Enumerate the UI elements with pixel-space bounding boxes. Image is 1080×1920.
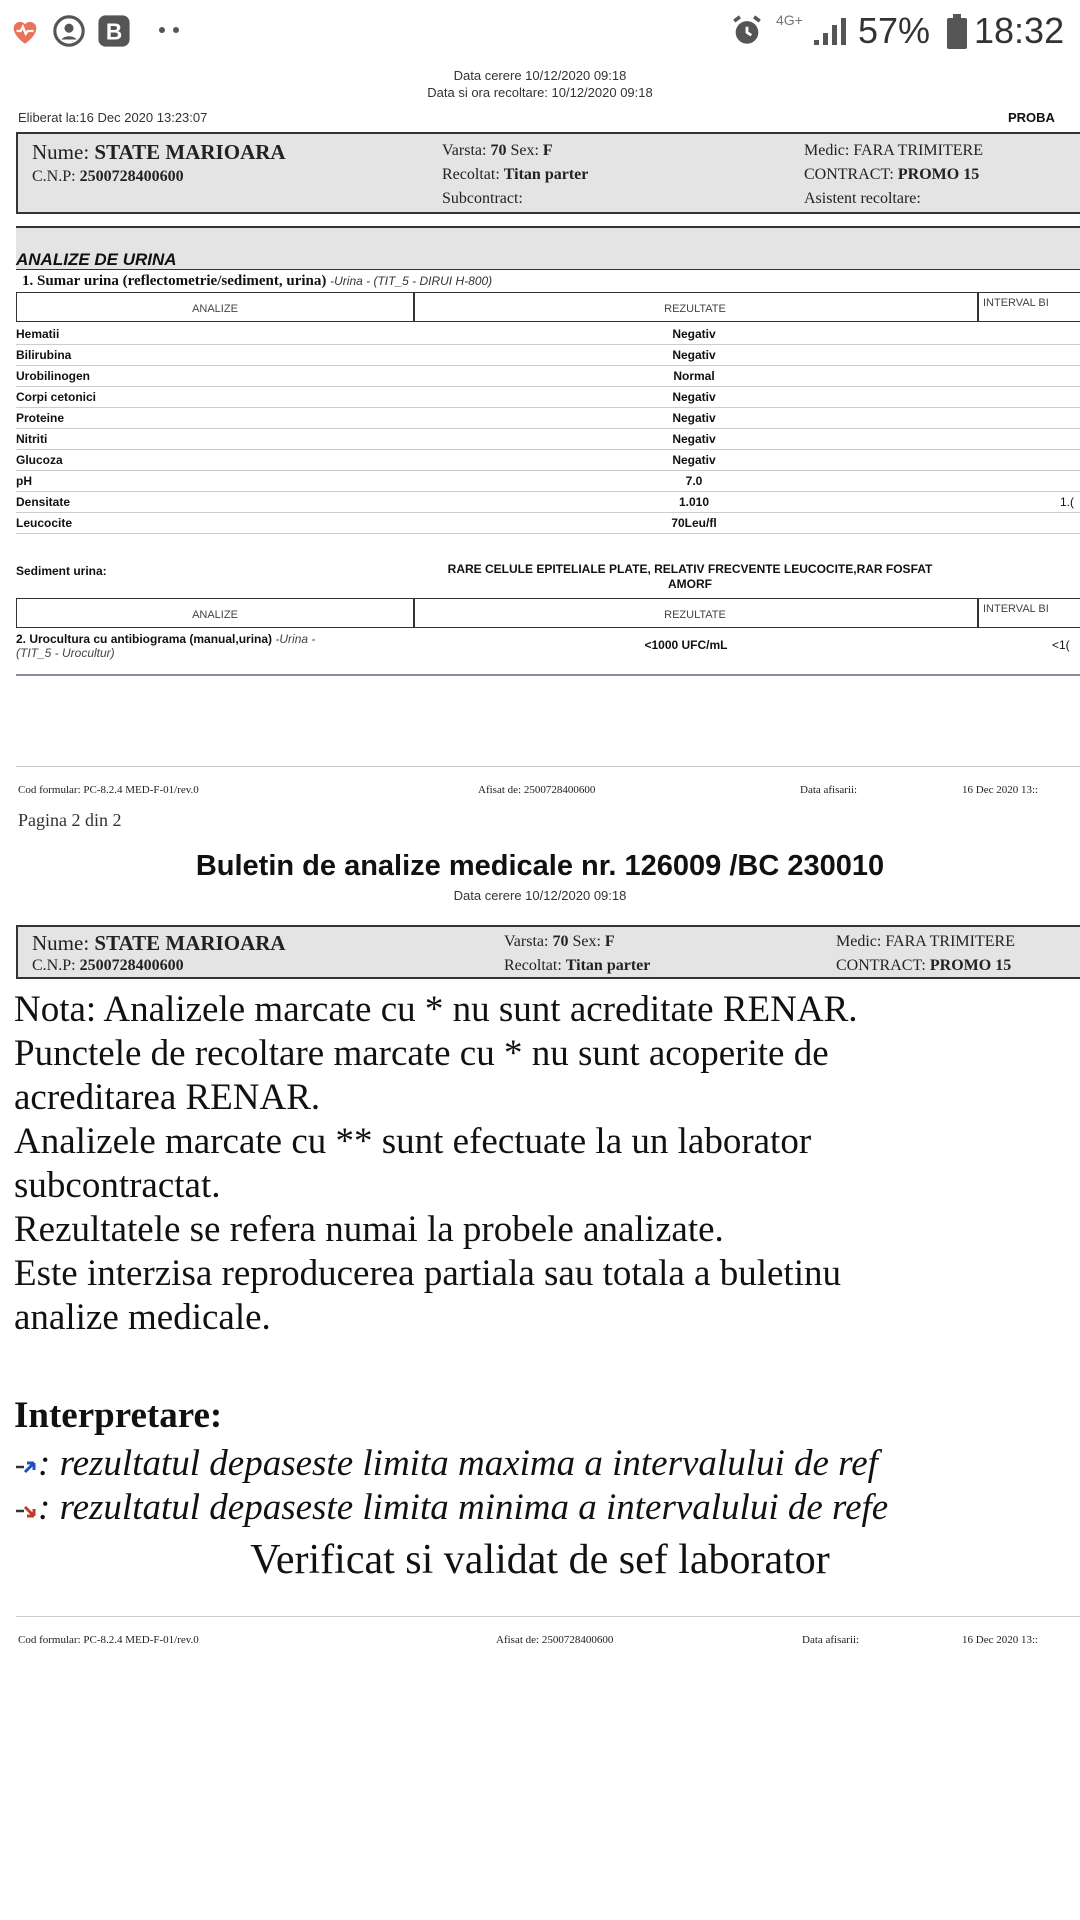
svg-text:B: B (105, 18, 123, 45)
test-2-title: 2. Urocultura cu antibiograma (manual,urina) -Urina - (TIT_5 - Urocultur) (16, 632, 316, 660)
battery-icon (946, 14, 968, 50)
analysis-interval: 1.( (1060, 495, 1075, 509)
signal-icon (812, 16, 850, 46)
patient-age-sex-2: Varsta: 70 Sex: F (504, 933, 615, 950)
sediment-label: Sediment urina: (16, 564, 107, 578)
verified-note: Verificat si validat de sef laborator (250, 1537, 830, 1583)
status-bar (0, 0, 1080, 64)
analysis-result: Negativ (672, 390, 716, 404)
test-2-interval: <1( (1052, 638, 1070, 652)
note-line: acreditarea RENAR. (14, 1077, 321, 1118)
footer-cod-formular-2: Cod formular: PC-8.2.4 MED-F-01/rev.0 (18, 1634, 199, 1646)
page-number: Pagina 2 din 2 (18, 810, 122, 830)
patient-asistent: Asistent recoltare: (804, 190, 921, 207)
note-line: Punctele de recoltare marcate cu * nu sunt acoperite de (14, 1033, 829, 1074)
analysis-result: Negativ (672, 327, 716, 341)
eliberat-la: Eliberat la:16 Dec 2020 13:23:07 (18, 110, 208, 125)
analysis-name: Proteine (16, 411, 65, 425)
table-row (16, 366, 1080, 387)
table-row (16, 471, 1080, 492)
patient-contract: CONTRACT: PROMO 15 (804, 166, 980, 183)
analysis-result: 1.010 (678, 495, 710, 509)
analysis-result: Negativ (672, 411, 716, 425)
analysis-name: Corpi cetonici (16, 390, 97, 404)
table-row (16, 513, 1080, 534)
arrow-up-icon (14, 1453, 38, 1477)
patient-cnp-2: C.N.P: 2500728400600 (32, 957, 184, 974)
table-row (16, 408, 1080, 429)
divider (977, 599, 979, 627)
table-header (16, 292, 1080, 322)
footer-data-afisarii-2: Data afisarii: (802, 1634, 860, 1646)
note-line: subcontractat. (14, 1165, 221, 1206)
row-separator (16, 533, 1080, 534)
analysis-name: Nitriti (16, 432, 48, 446)
header-interval-2: INTERVAL BI (983, 603, 1049, 615)
analysis-result: Normal (673, 369, 715, 383)
table-row (16, 345, 1080, 366)
report-title: Buletin de analize medicale nr. 126009 /BC 230010 (195, 850, 885, 882)
table-row (16, 387, 1080, 408)
note-line: Analizele marcate cu ** sunt efectuate la un laborator (14, 1121, 812, 1162)
data-recoltare: Data si ora recoltare: 10/12/2020 09:18 (427, 85, 653, 100)
heart-icon (8, 14, 42, 48)
table-row (16, 450, 1080, 471)
divider (16, 1616, 1080, 1617)
analysis-name: Densitate (16, 495, 71, 509)
note-line: Nota: Analizele marcate cu * nu sunt acreditate RENAR. (14, 989, 858, 1030)
analysis-name: pH (16, 474, 32, 488)
patient-medic-2: Medic: FARA TRIMITERE (836, 933, 1015, 950)
patient-age-sex: Varsta: 70 Sex: F (442, 142, 553, 159)
analysis-name: Leucocite (16, 516, 73, 530)
divider (977, 293, 979, 321)
table-row (16, 492, 1080, 513)
header-analize: ANALIZE (192, 303, 238, 315)
alarm-icon (730, 14, 764, 48)
footer-afisat: Afisat de: 2500728400600 (478, 784, 596, 796)
data-cerere: Data cerere 10/12/2020 09:18 (453, 68, 627, 83)
battery-percent: 57% (858, 10, 931, 51)
footer-cod-formular: Cod formular: PC-8.2.4 MED-F-01/rev.0 (18, 784, 199, 796)
account-icon (52, 14, 86, 48)
arrow-down-icon (14, 1497, 38, 1521)
b-app-icon (97, 14, 131, 48)
patient-contract-2: CONTRACT: PROMO 15 (836, 957, 1012, 974)
analysis-result: 7.0 (685, 474, 703, 488)
interpretare-max: : rezultatul depaseste limita maxima a intervalului de ref (14, 1442, 878, 1486)
divider (16, 674, 1080, 676)
patient-recoltat-2: Recoltat: Titan parter (504, 957, 651, 974)
analysis-result: 70Leu/fl (671, 516, 717, 530)
footer-afisat-2: Afisat de: 2500728400600 (496, 1634, 614, 1646)
table-header-2 (16, 598, 1080, 628)
divider (16, 766, 1080, 767)
patient-name-2: Nume: STATE MARIOARA (32, 931, 286, 955)
analysis-name: Hematii (16, 327, 60, 341)
patient-subcontract: Subcontract: (442, 190, 523, 207)
footer-data-afisarii: Data afisarii: (800, 784, 858, 796)
footer-date-2: 16 Dec 2020 13:: (962, 1634, 1039, 1646)
analysis-result: Negativ (672, 432, 716, 446)
note-line: analize medicale. (14, 1297, 271, 1338)
analysis-name: Urobilinogen (16, 369, 90, 383)
note-line: Rezultatele se refera numai la probele analizate. (14, 1209, 724, 1250)
patient-medic: Medic: FARA TRIMITERE (804, 142, 983, 159)
header-interval: INTERVAL BI (983, 297, 1049, 309)
patient-name: Nume: STATE MARIOARA (32, 140, 286, 164)
analysis-name: Bilirubina (16, 348, 72, 362)
analysis-name: Glucoza (16, 453, 63, 467)
patient-cnp: C.N.P: 2500728400600 (32, 168, 184, 185)
test-2-result: <1000 UFC/mL (644, 638, 728, 652)
interpretare-min: : rezultatul depaseste limita minima a intervalului de refe (14, 1486, 888, 1530)
divider (16, 269, 1080, 270)
analysis-result: Negativ (672, 348, 716, 362)
sediment-result: RARE CELULE EPITELIALE PLATE, RELATIV FRECVENTE LEUCOCITE,RAR FOSFAT AMORF (447, 562, 933, 591)
analysis-result: Negativ (672, 453, 716, 467)
header-rezultate-2: REZULTATE (664, 609, 726, 621)
note-line: Este interzisa reproducerea partiala sau totala a buletinu (14, 1253, 841, 1294)
notes-block (14, 988, 1080, 1340)
network-type: 4G+ (776, 12, 803, 28)
patient-info-box-2 (16, 925, 1080, 979)
header-analize-2: ANALIZE (192, 609, 238, 621)
section-title: ANALIZE DE URINA (16, 250, 177, 269)
data-cerere-2: Data cerere 10/12/2020 09:18 (453, 888, 627, 903)
interpretare-heading: Interpretare: (14, 1395, 223, 1436)
clock: 18:32 (974, 10, 1065, 51)
patient-info-box (16, 132, 1080, 214)
test-1-title: 1. Sumar urina (reflectometrie/sediment, urina) -Urina - (TIT_5 - DIRUI H-800) (22, 273, 493, 289)
more-dots-icon (156, 24, 184, 36)
patient-recoltat: Recoltat: Titan parter (442, 166, 589, 183)
header-rezultate: REZULTATE (664, 303, 726, 315)
table-row (16, 429, 1080, 450)
table-row (16, 324, 1080, 345)
footer-date: 16 Dec 2020 13:: (962, 784, 1039, 796)
proba-label: PROBA (1008, 110, 1055, 125)
